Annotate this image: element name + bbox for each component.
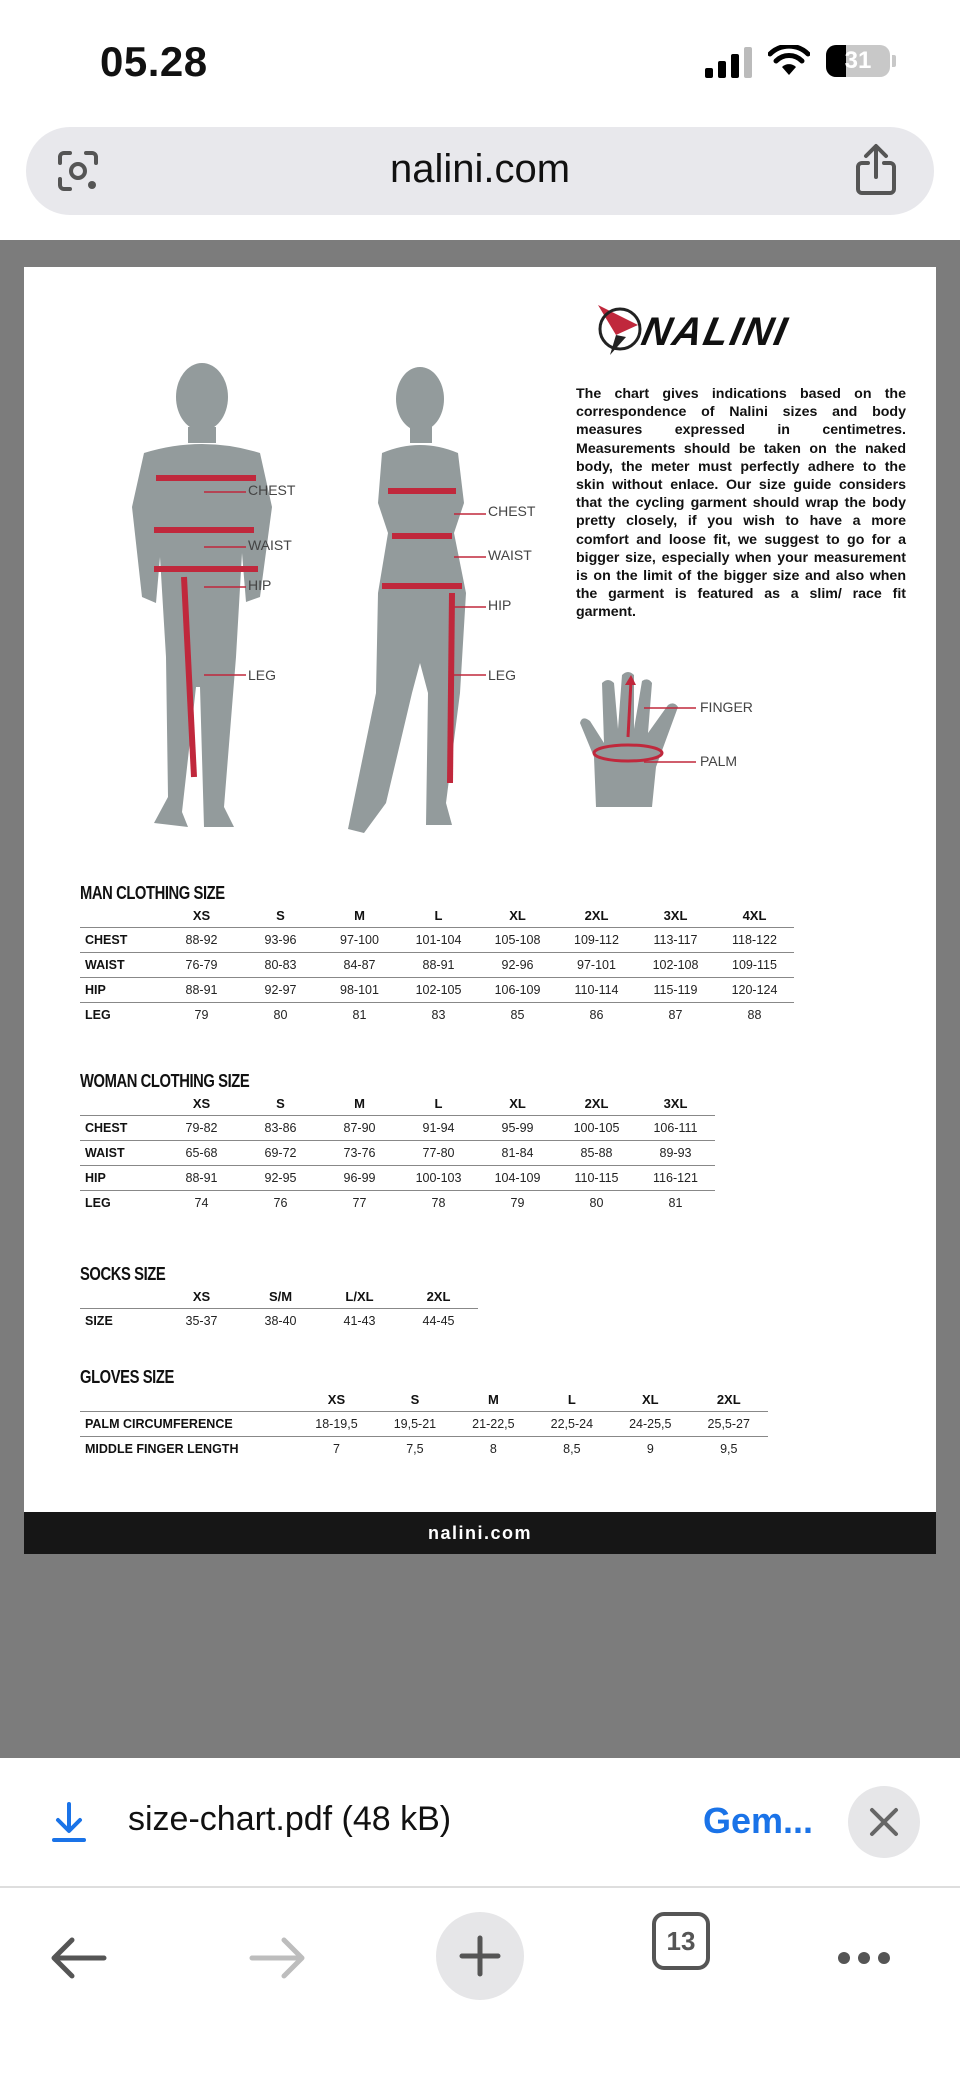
woman-size-m: M xyxy=(354,1095,365,1111)
cell: 101-104 xyxy=(399,927,478,952)
cell: 77 xyxy=(320,1190,399,1215)
cell: 91-94 xyxy=(399,1115,478,1140)
cell: 105-108 xyxy=(478,927,557,952)
woman-pointer-lines xyxy=(454,507,490,687)
cell: 78 xyxy=(399,1190,478,1215)
man-size-title: MAN CLOTHING SIZE xyxy=(80,883,225,903)
cell: 104-109 xyxy=(478,1165,557,1190)
man-size-m: M xyxy=(354,907,365,923)
cell: 85 xyxy=(478,1002,557,1027)
man-leg-label: LEG xyxy=(248,667,277,683)
cell: 74 xyxy=(162,1190,241,1215)
url-text[interactable]: nalini.com xyxy=(389,147,571,191)
status-bar xyxy=(0,0,960,118)
palm-label: PALM xyxy=(700,753,738,769)
row-label: HIP xyxy=(80,977,162,1002)
row-label: WAIST xyxy=(80,952,162,977)
plus-icon xyxy=(458,1934,502,1978)
man-size-xs: XS xyxy=(192,907,211,923)
socks-size-title: SOCKS SIZE xyxy=(80,1264,166,1284)
cell: 81-84 xyxy=(478,1140,557,1165)
cell: 98-101 xyxy=(320,977,399,1002)
gloves-header-row xyxy=(80,1388,768,1411)
cell: 95-99 xyxy=(478,1115,557,1140)
table-row xyxy=(80,1436,768,1461)
man-size-l: L xyxy=(434,907,443,923)
cell: 92-95 xyxy=(241,1165,320,1190)
cell: 84-87 xyxy=(320,952,399,977)
cell: 77-80 xyxy=(399,1140,478,1165)
nalini-logo xyxy=(592,297,892,359)
cell: 76 xyxy=(241,1190,320,1215)
cell: 116-121 xyxy=(636,1165,715,1190)
cell: 69-72 xyxy=(241,1140,320,1165)
cell: 88 xyxy=(715,1002,794,1027)
row-label: MIDDLE FINGER LENGTH xyxy=(80,1436,297,1461)
cell: 79-82 xyxy=(162,1115,241,1140)
man-size-table xyxy=(80,904,794,1027)
cell: 22,5-24 xyxy=(533,1411,611,1436)
address-bar[interactable] xyxy=(26,127,934,215)
cell: 44-45 xyxy=(399,1308,478,1333)
row-label: WAIST xyxy=(80,1140,162,1165)
woman-size-xs: XS xyxy=(192,1095,211,1111)
new-tab-button[interactable] xyxy=(436,1912,524,2000)
man-hip-label: HIP xyxy=(248,577,272,593)
table-row xyxy=(80,1308,478,1333)
size-chart-description: The chart gives indications based on the correspondence of Nalini sizes and body measures expressed in centimetres. Measurements should be taken on the naked body, the meter must perfectly adhere to the skin without enlace. Our size guide considers that the cycling garment should wrap the body pretty closely, if you wish to have a more comfort and loose fit, we suggest to go for a bigger size, especially when your measurement is on the limit of the bigger size and also when the garment is featured as a slim/ race fit garment. xyxy=(576,386,906,621)
cell: 87 xyxy=(636,1002,715,1027)
close-download-button[interactable] xyxy=(848,1786,920,1858)
cell: 113-117 xyxy=(636,927,715,952)
cell: 81 xyxy=(636,1190,715,1215)
woman-hip-label: HIP xyxy=(488,597,512,613)
table-row xyxy=(80,1115,715,1140)
table-row xyxy=(80,952,794,977)
socks-size-section xyxy=(80,1264,478,1333)
cell: 109-112 xyxy=(557,927,636,952)
cell: 7 xyxy=(297,1436,375,1461)
cell: 87-90 xyxy=(320,1115,399,1140)
cell: 110-114 xyxy=(557,977,636,1002)
pdf-viewer[interactable] xyxy=(0,240,960,1758)
row-label: SIZE xyxy=(80,1308,162,1333)
cell: 24-25,5 xyxy=(611,1411,689,1436)
man-size-4xl: 4XL xyxy=(742,907,767,923)
cell: 65-68 xyxy=(162,1140,241,1165)
save-download-button[interactable]: Gem... xyxy=(703,1800,814,1841)
gloves-size-s: S xyxy=(410,1391,420,1407)
woman-header-row xyxy=(80,1092,715,1115)
cell: 120-124 xyxy=(715,977,794,1002)
socks-size-xs: XS xyxy=(192,1288,211,1304)
cell: 76-79 xyxy=(162,952,241,977)
man-size-s: S xyxy=(276,907,285,923)
row-label: HIP xyxy=(80,1165,162,1190)
man-size-3xl: 3XL xyxy=(663,907,688,923)
pdf-footer: nalini.com xyxy=(24,1512,936,1554)
cell: 79 xyxy=(162,1002,241,1027)
cell: 81 xyxy=(320,1002,399,1027)
tabs-button[interactable]: 13 xyxy=(652,1912,710,1970)
cell: 106-109 xyxy=(478,977,557,1002)
row-label: LEG xyxy=(80,1190,162,1215)
cell: 88-91 xyxy=(162,1165,241,1190)
man-waist-label: WAIST xyxy=(248,537,292,553)
cell: 38-40 xyxy=(241,1308,320,1333)
man-size-2xl: 2XL xyxy=(584,907,609,923)
table-row xyxy=(80,1140,715,1165)
hand-pointer-lines xyxy=(644,707,700,767)
gloves-size-l: L xyxy=(567,1391,576,1407)
cell: 18-19,5 xyxy=(297,1411,375,1436)
cell: 9,5 xyxy=(690,1436,768,1461)
cell: 100-105 xyxy=(557,1115,636,1140)
socks-size-lxl: L/XL xyxy=(345,1288,374,1304)
woman-size-table xyxy=(80,1092,715,1215)
cell: 80 xyxy=(241,1002,320,1027)
finger-label: FINGER xyxy=(700,699,753,715)
cell: 110-115 xyxy=(557,1165,636,1190)
download-icon xyxy=(50,1800,88,1844)
gloves-size-title: GLOVES SIZE xyxy=(80,1367,174,1387)
cell: 80-83 xyxy=(241,952,320,977)
cell: 102-108 xyxy=(636,952,715,977)
cell: 115-119 xyxy=(636,977,715,1002)
woman-leg-label: LEG xyxy=(488,667,517,683)
row-label: LEG xyxy=(80,1002,162,1027)
cell: 92-97 xyxy=(241,977,320,1002)
man-chest-label: CHEST xyxy=(248,482,296,498)
cell: 80 xyxy=(557,1190,636,1215)
cell: 21-22,5 xyxy=(454,1411,532,1436)
table-row xyxy=(80,1165,715,1190)
cell: 88-92 xyxy=(162,927,241,952)
forward-arrow-icon[interactable] xyxy=(248,1936,308,1980)
battery-icon xyxy=(826,45,890,77)
cell: 85-88 xyxy=(557,1140,636,1165)
gloves-size-m: M xyxy=(487,1391,499,1407)
table-row xyxy=(80,1411,768,1436)
man-size-xl: XL xyxy=(509,907,526,923)
download-file-name: size-chart.pdf (48 kB) xyxy=(128,1800,452,1838)
download-bar xyxy=(0,1758,960,1886)
cell: 88-91 xyxy=(399,952,478,977)
gloves-size-table xyxy=(80,1388,768,1461)
gloves-size-section xyxy=(80,1367,768,1461)
cell: 97-100 xyxy=(320,927,399,952)
woman-size-title: WOMAN CLOTHING SIZE xyxy=(80,1071,250,1091)
table-row xyxy=(80,1190,715,1215)
row-label: CHEST xyxy=(80,1115,162,1140)
status-time: 05.28 xyxy=(100,38,208,85)
table-row xyxy=(80,977,794,1002)
cell: 106-111 xyxy=(636,1115,715,1140)
row-label: CHEST xyxy=(80,927,162,952)
cell: 88-91 xyxy=(162,977,241,1002)
cell: 100-103 xyxy=(399,1165,478,1190)
back-arrow-icon[interactable] xyxy=(48,1936,108,1980)
share-icon[interactable] xyxy=(852,143,900,197)
woman-size-section xyxy=(80,1071,715,1215)
man-pointer-lines xyxy=(204,485,250,685)
cell: 93-96 xyxy=(241,927,320,952)
close-icon xyxy=(866,1804,902,1840)
table-row xyxy=(80,1002,794,1027)
wifi-icon xyxy=(768,45,810,77)
cell: 25,5-27 xyxy=(690,1411,768,1436)
cell: 35-37 xyxy=(162,1308,241,1333)
man-header-row xyxy=(80,904,794,927)
gloves-size-xs: XS xyxy=(327,1391,346,1407)
socks-size-sm: S/M xyxy=(268,1288,293,1304)
cell: 92-96 xyxy=(478,952,557,977)
cell: 41-43 xyxy=(320,1308,399,1333)
svg-text:NALINI: NALINI xyxy=(637,308,793,354)
woman-size-2xl: 2XL xyxy=(584,1095,609,1111)
row-label: PALM CIRCUMFERENCE xyxy=(80,1411,297,1436)
gloves-size-2xl: 2XL xyxy=(716,1391,741,1407)
cell: 19,5-21 xyxy=(376,1411,454,1436)
cell: 86 xyxy=(557,1002,636,1027)
woman-chest-label: CHEST xyxy=(488,503,536,519)
pdf-page xyxy=(24,267,936,1554)
socks-size-table xyxy=(80,1285,478,1333)
socks-header-row xyxy=(80,1285,478,1308)
cell: 8 xyxy=(454,1436,532,1461)
gloves-size-xl: XL xyxy=(641,1391,659,1407)
cell: 73-76 xyxy=(320,1140,399,1165)
cell: 83 xyxy=(399,1002,478,1027)
cell: 83-86 xyxy=(241,1115,320,1140)
battery-level: 31 xyxy=(844,47,872,74)
cell: 9 xyxy=(611,1436,689,1461)
bottom-toolbar xyxy=(0,1888,960,2078)
woman-size-l: L xyxy=(434,1095,443,1111)
cell: 96-99 xyxy=(320,1165,399,1190)
man-size-section xyxy=(80,883,794,1027)
cell: 109-115 xyxy=(715,952,794,977)
cell: 97-101 xyxy=(557,952,636,977)
woman-waist-label: WAIST xyxy=(488,547,532,563)
cell: 102-105 xyxy=(399,977,478,1002)
signal-icon xyxy=(705,44,752,78)
cell: 79 xyxy=(478,1190,557,1215)
cell: 8,5 xyxy=(533,1436,611,1461)
more-icon[interactable] xyxy=(836,1950,892,1966)
table-row xyxy=(80,927,794,952)
cell: 7,5 xyxy=(376,1436,454,1461)
woman-size-xl: XL xyxy=(509,1095,526,1111)
status-icons xyxy=(705,44,896,78)
woman-size-s: S xyxy=(276,1095,285,1111)
socks-size-2xl: 2XL xyxy=(426,1288,451,1304)
cell: 118-122 xyxy=(715,927,794,952)
woman-size-3xl: 3XL xyxy=(663,1095,688,1111)
cell: 89-93 xyxy=(636,1140,715,1165)
